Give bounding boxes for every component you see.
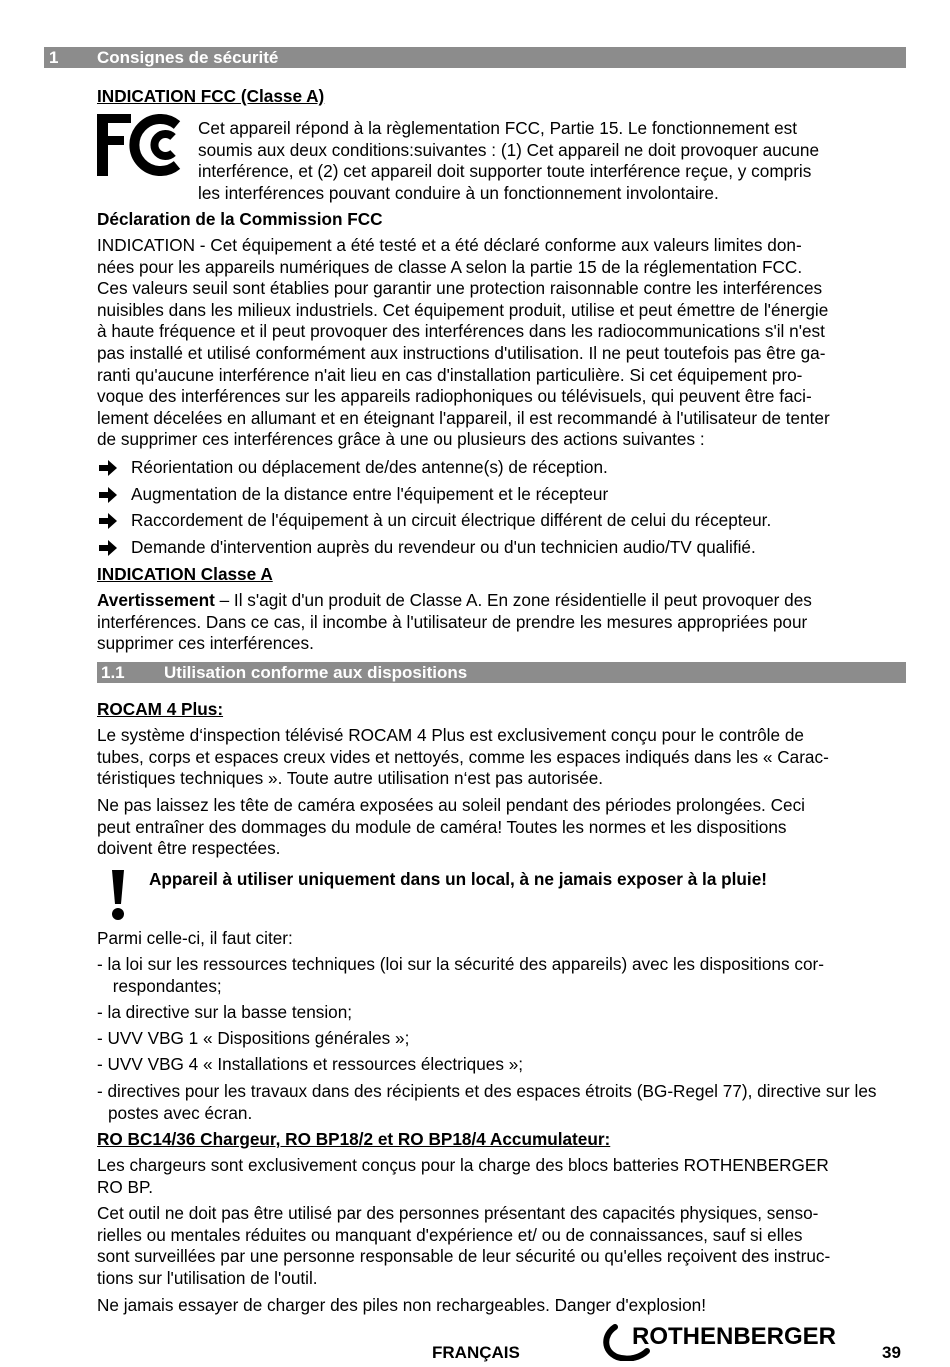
text-line: RO BP. xyxy=(97,1176,154,1197)
text-line: lement décelées en allumant et en éteignant l'appareil, il est recommandé à l'utilisateur de tenter xyxy=(97,407,830,428)
charger-para-1 xyxy=(97,1155,909,1198)
text-line: de supprimer ces interférences grâce à une ou plusieurs des actions suivantes : xyxy=(97,429,705,450)
text-line: supprimer ces interférences. xyxy=(97,633,314,654)
list-item: - la loi sur les ressources techniques (loi sur la sécurité des appareils) avec les dispositions cor- respondantes; xyxy=(97,954,824,996)
footer-language: FRANÇAIS xyxy=(432,1343,520,1362)
rocam-para-1 xyxy=(97,725,909,790)
text-line: INDICATION - Cet équipement a été testé et a été déclaré conforme aux valeurs limites don- xyxy=(97,235,802,255)
section-number: 1 xyxy=(49,48,59,67)
text-line: voque des interférences sur les appareils radiophoniques ou télévisuels, qui peuvent être faci- xyxy=(97,386,812,407)
commission-heading: Déclaration de la Commission FCC xyxy=(97,209,383,229)
text-line: doivent être respectées. xyxy=(97,838,281,859)
text-line: Cet outil ne doit pas être utilisé par des personnes présentant des capacités physiques, senso- xyxy=(97,1203,819,1223)
text-line: Le système d‘inspection télévisé ROCAM 4 Plus est exclusivement conçu pour le contrôle de xyxy=(97,725,804,745)
text-line: Les chargeurs sont exclusivement conçus pour la charge des blocs batteries ROTHENBERGER xyxy=(97,1155,829,1175)
text-line: soumis aux deux conditions:suivantes : (1) Cet appareil ne doit provoquer aucune xyxy=(198,139,820,160)
arrow-right-icon xyxy=(97,510,119,532)
arrow-right-icon xyxy=(97,537,119,559)
rocam-heading: ROCAM 4 Plus: xyxy=(97,699,224,719)
text-line: sont surveillées par une personne responsable de leur sécurité ou qu'elles reçoivent des instruc- xyxy=(97,1246,831,1267)
arrow-right-icon xyxy=(97,457,119,479)
list-item-text: Raccordement de l'équipement à un circuit électrique différent de celui du récepteur. xyxy=(131,510,772,530)
text-line: à haute fréquence et il peut provoquer des interférences dans les radiocommunications s'il n'est xyxy=(97,321,825,342)
text-line: ranti qu'aucune interférence n'ait lieu en cas d'installation particulière. Si cet équipement pro- xyxy=(97,364,803,385)
list-item xyxy=(97,537,905,559)
text-line: téristiques techniques ». Toute autre utilisation n‘est pas autorisée. xyxy=(97,768,604,789)
charger-para-2 xyxy=(97,1203,909,1289)
text-line: Ces valeurs seuil sont établies pour garantir une protection raisonnable contre les interférences xyxy=(97,278,823,299)
text-line: nuisibles dans les milieux industriels. Cet équipement produit, utilise et peut émettre de l'énergie xyxy=(97,299,829,320)
subsection-heading-bar xyxy=(97,662,906,683)
fcc-heading: INDICATION FCC (Classe A) xyxy=(97,86,325,106)
brand-text: ROTHENBERGER xyxy=(632,1323,837,1350)
text-line: nées pour les appareils numériques de classe A selon la partie 15 de la réglementation FCC. xyxy=(97,256,803,277)
list-item xyxy=(97,457,905,479)
list-item-text: Réorientation ou déplacement de/des antenne(s) de réception. xyxy=(131,457,608,477)
section-title: Consignes de sécurité xyxy=(97,48,279,67)
charger-para-3: Ne jamais essayer de charger des piles non rechargeables. Danger d'explosion! xyxy=(97,1295,707,1315)
exclamation-icon xyxy=(108,868,128,922)
rothenberger-logo xyxy=(603,1321,853,1361)
text-line: peut entraîner des dommages du module de caméra! Toutes les normes et les dispositions xyxy=(97,816,787,837)
text-line: Ne pas laissez les tête de caméra exposées au soleil pendant des périodes prolongées. Ceci xyxy=(97,795,805,815)
warning-label: Avertissement xyxy=(97,590,215,610)
text-line: – Il s'agit d'un produit de Classe A. En zone résidentielle il peut provoquer des xyxy=(214,590,812,610)
list-item-text: Demande d'intervention auprès du revendeur ou d'un technicien audio/TV qualifié. xyxy=(131,537,756,557)
class-a-warning xyxy=(97,590,909,655)
text-line: rielles ou mentales réduites ou manquant d'expérience et/ ou de connaissances, sauf si elles xyxy=(97,1224,803,1245)
caution-text: Appareil à utiliser uniquement dans un local, à ne jamais exposer à la pluie! xyxy=(149,869,767,889)
text-line: interférence, et (2) cet appareil doit supporter toute interférence reçue, y compris xyxy=(198,161,812,182)
text-line: Cet appareil répond à la règlementation FCC, Partie 15. Le fonctionnement est xyxy=(198,118,798,138)
arrow-right-icon xyxy=(97,484,119,506)
list-item-text: Augmentation de la distance entre l'équipement et le récepteur xyxy=(131,484,609,504)
list-item: - directives pour les travaux dans des récipients et des espaces étroits (BG-Regel 77), directive sur les postes avec écran. xyxy=(97,1081,877,1123)
page-number: 39 xyxy=(882,1343,901,1362)
fcc-logo xyxy=(97,114,187,176)
class-a-heading: INDICATION Classe A xyxy=(97,564,273,584)
commission-body xyxy=(97,235,909,451)
list-item: - UVV VBG 4 « Installations et ressources électriques »; xyxy=(97,1054,524,1074)
list-item: - UVV VBG 1 « Dispositions générales »; xyxy=(97,1028,410,1048)
list-item xyxy=(97,510,905,532)
list-item: - la directive sur la basse tension; xyxy=(97,1002,353,1022)
fcc-statement xyxy=(198,118,908,204)
rocam-para-2 xyxy=(97,795,909,860)
text-line: pas installé et utilisé conformément aux instructions d'utilisation. Il ne peut toutefois pas être ga- xyxy=(97,342,826,363)
section-title: Utilisation conforme aux dispositions xyxy=(164,663,468,682)
section-number: 1.1 xyxy=(101,663,125,682)
list-item xyxy=(97,484,905,506)
text-line: les interférences pouvant conduire à un fonctionnement involontaire. xyxy=(198,182,719,203)
text-line: tions sur l'utilisation de l'outil. xyxy=(97,1267,318,1288)
charger-heading: RO BC14/36 Chargeur, RO BP18/2 et RO BP18/4 Accumulateur: xyxy=(97,1129,611,1149)
list-intro: Parmi celle-ci, il faut citer: xyxy=(97,928,293,948)
text-line: interférences. Dans ce cas, il incombe à l'utilisateur de prendre les mesures appropriées pour xyxy=(97,611,808,632)
section-heading-bar xyxy=(44,47,906,68)
text-line: tubes, corps et espaces creux vides et nettoyés, comme les espaces indiqués dans les « Carac- xyxy=(97,746,829,767)
